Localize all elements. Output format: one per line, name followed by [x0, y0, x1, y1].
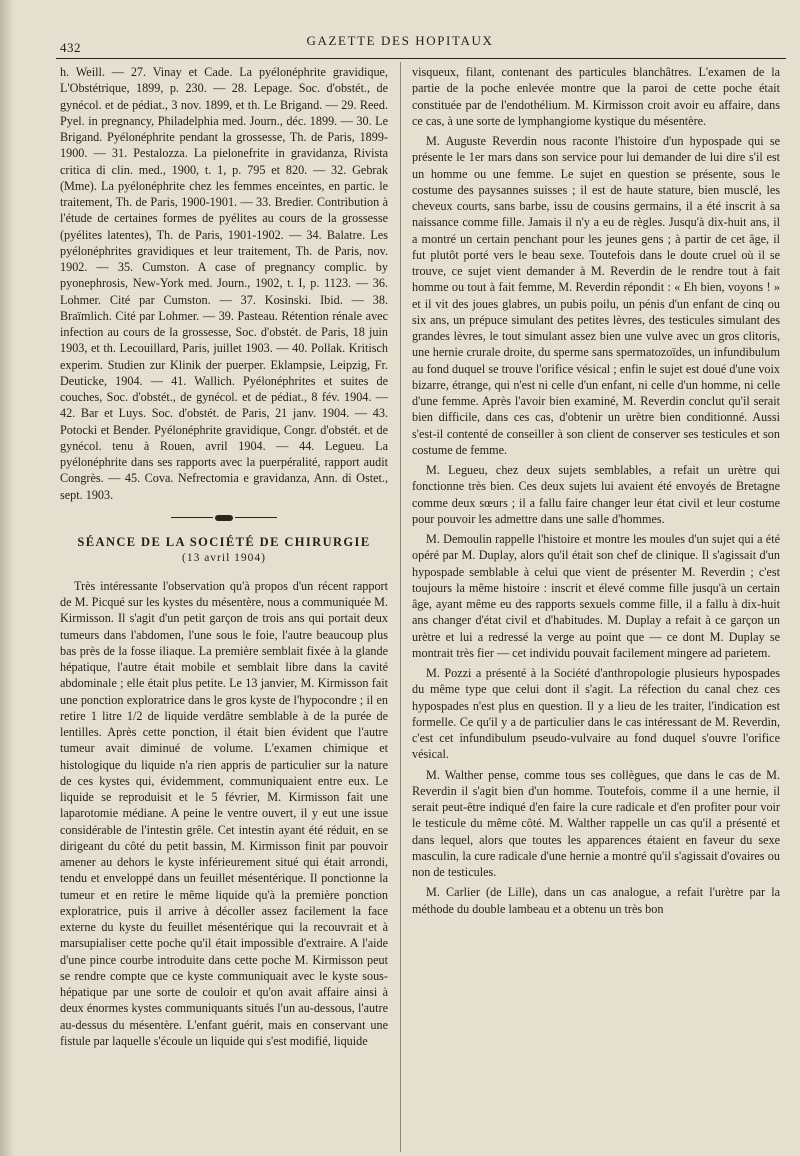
- body-paragraph: Très intéressante l'observation qu'à propos d'un récent rapport de M. Picqué sur les kystes du mésentère, nous a communiquée M. Kirmisson. Il s'agit d'un petit garçon de trois ans qui portait deux tumeurs dans l'abdomen, l'une sous le foie, l'autre beaucoup plus bas près de la fosse iliaque. La première semblait fixée à la glande hépatique, l'autre était mobile et semblait libre dans la cavité abdominale ; elle était plus petite. Le 13 janvier, M. Kirmisson fait une ponction exploratrice dans le gros kyste de l'hypocondre ; il en retire 1 litre 1/2 de liquide verdâtre semblable à de la purée de lentilles. Après cette ponction, il était bien évident que l'autre tumeur avait diminué de volume. L'examen chimique et histologique du liquide n'a rien appris de particulier sur la nature de ces kystes qui, évidemment, communiquaient entre eux. Le liquide se reproduisit et le 5 février, M. Kirmisson fait une laparotomie médiane. A peine le ventre ouvert, il y eut une issue considérable de l'intestin grêle. Cet intestin ayant été réduit, en se dirigeant du côté du petit bassin, M. Kirmisson finit par pouvoir amener au dehors le kyste inférieurement situé qui était arrondi, tendu et enveloppé dans un feuillet mésentérique. Il ponctionne la tumeur et en retire le même liquide qu'à la première ponction exploratrice, puis il arrive à décoller assez facilement la face externe du kyste du feuillet mésentérique qui la recouvrait et à marsupialiser cette poche qu'il était impossible d'extraire. A l'aide d'une pince courbe introduite dans cette poche M. Kirmisson peut se rendre compte que ce kyste communiquait avec le kyste sous-hépatique par une sorte de couloir et qu'on avait affaire ainsi à deux énormes kystes communiquants situés l'un au-dessous, l'autre au-dessus du mésentère. L'enfant guérit, mais en conservant une fistule par laquelle s'écoule un liquide qui s'est modifié, liquide: [60, 578, 388, 1048]
- section-title: SÉANCE DE LA SOCIÉTÉ DE CHIRURGIE: [77, 534, 371, 549]
- separator-line-left: [171, 517, 213, 518]
- left-column: [60, 64, 388, 1049]
- body-paragraph: M. Demoulin rappelle l'histoire et montre les moules d'un sujet qui a été opéré par M. Duplay, alors qu'il était son chef de clinique. Il s'agissait d'un hypospade semblable à celui que vient de présenter M. Reverdin ; c'est toujours la même histoire : inscrit et élevé comme fille jusqu'à un certain âge, ayant même eu des rapports sexuels comme fille, il a fallu à dix-huit ans changer d'état civil et d'habitudes. M. Duplay a refait à ce garçon un urètre et lui a redressé la verge au point que — ce dont M. Duplay se montrait très fier — cet individu pouvait facilement mingere ad parietem.: [412, 532, 780, 660]
- running-title: GAZETTE DES HOPITAUX: [306, 33, 494, 48]
- bibliography-references: h. Weill. — 27. Vinay et Cade. La pyélonéphrite gravidique, L'Obstétrique, 1899, p. 230. — 28. Lepage. Soc. d'obstét., de gynécol. et de pédiat., 3 nov. 1899, et th. Le Brigand. — 29. Reed. Pyel. in pregnancy, Philadelphia med. Journ., déc. 1899. — 30. Le Brigand. Pyélonéphrite pendant la grossesse, Th. de Paris, 1899-1900. — 31. Pestalozza. La pielonefrite in gravidanza, Rivista critica di clin. med., 1900, t. 1, p. 795 et 820. — 32. Gebrak (Mme). La pyélonéphrite chez les femmes enceintes, en partic. le traitement, Th. de Paris, 1900-1901. — 33. Bredier. Contribution à l'étude de certaines formes de pyélites au cours de la grossesse (pyélites latentes), Th. de Paris, 1901-1902. — 34. Balatre. Les pyélonéphrites gravidiques et leur traitement, Th. de Paris, nov. 1902. — 35. Cumston. A case of pregnancy complic. by pyonephrosis, New-York med. Journ., 1902, t. I, p. 1123. — 36. Lohmer. Cité par Cumston. — 37. Kosinski. Ibid. — 38. Braïmlich. Cité par Lohmer. — 39. Pasteau. Rétention rénale avec infection au cours de la grossesse, Soc. d'obstét. de Paris, 18 juin 1903, et th. Lecouillard, Paris, juillet 1903. — 40. Pollak. Kritisch experim. Studien zur Klinik der puerper. Eklampsie, Leipzig, Fr. Deuticke, 1904. — 41. Wallich. Pyélonéphrites et suites de couches, Soc. d'obstét., de gynécol. et de pédiat., 8 fév. 1904. — 42. Bar et Luys. Soc. d'obstét. de Paris, 21 janv. 1904. — 43. Potocki et Bender. Pyélonéphrite gravidique, Congr. d'obstét. et de gynécol. tenu à Rouen, avril 1904. — 44. Legueu. La pyélonéphrite dans ses rapports avec la puerpéralité, rapport audit Congrès. — 45. Cova. Nefrectomia e gravidanza, Ann. di Ostet., sept. 1903.: [60, 65, 388, 502]
- header-rule: [56, 58, 786, 59]
- right-column: [412, 64, 780, 921]
- column-divider: [400, 62, 401, 1152]
- section-date: (13 avril 1904): [182, 551, 266, 564]
- body-paragraph: M. Legueu, chez deux sujets semblables, a refait un urètre qui fonctionne très bien. Ces deux sujets lui avaient été envoyés de Bretagne comme deux sœurs ; il a fallu faire changer leur état civil et leur costume pour pouvoir les admettre dans une salle d'hommes.: [412, 463, 780, 526]
- body-paragraph: M. Pozzi a présenté à la Société d'anthropologie plusieurs hypospades du même type que celui dont il s'agit. La réfection du canal chez ces hypospades n'est plus en question. Il y a lieu de les traiter, l'indication est formelle. Ce qu'il y a de particulier dans le cas intéressant de M. Reverdin, c'est cet infundibulum pseudo-vulvaire au fond duquel s'ouvre l'orifice vésical.: [412, 666, 780, 762]
- body-paragraph: M. Auguste Reverdin nous raconte l'histoire d'un hypospade qui se présente le 1er mars dans son service pour lui demander de lui dire s'il est un homme ou une femme. Le sujet en question se présente, sous le costume des paysannes suisses ; il est de haute stature, bien musclé, les cheveux courts, sans barbe, issu de cousins germains, il a été inscrit à sa naissance comme fille. Jamais il n'y a eu de règles. Jusqu'à dix-huit ans, il a montré un certain penchant pour les jeunes gens ; à partir de cet âge, il fut plutôt porté vers le beau sexe. Toutefois dans le doute cruel où il se trouve, ce sujet vient demander à M. Reverdin de le rendre tout à fait homme ou tout à fait femme, M. Reverdin répondit : « Eh bien, voyons ! » et il vit des joues glabres, un pubis poilu, un pénis d'un enfant de cinq ou six ans, un prépuce simulant des petites lèvres, des testicules simulant des grandes lèvres, le tout simulant assez bien une vulve avec un gros clitoris, une hernie crurale droite, du sperme sans spermatozoïdes, un infundibulum au fond duquel se trouve l'orifice vésical ; enfin le sujet est doué d'une voix bizarre, étrange, qui n'est ni celle d'un enfant, ni celle d'un homme, ni celle d'une femme. Après l'avoir bien examiné, M. Reverdin conclut qu'il serait bien difficile, dans ces cas, d'obtenir un urètre bien conditionné. Aussi s'est-il contenté de conseiller à son client de conserver ses testicules et son costume de femme.: [412, 134, 780, 457]
- section-separator: [60, 513, 388, 523]
- separator-line-right: [235, 517, 277, 518]
- page-number: 432: [60, 40, 81, 55]
- body-paragraph: M. Carlier (de Lille), dans un cas analogue, a refait l'urètre par la méthode du double lambeau et a obtenu un très bon: [412, 885, 780, 916]
- body-paragraph: visqueux, filant, contenant des particules blanchâtres. L'examen de la partie de la poche enlevée montre que la paroi de cette poche était constituée par de l'endothélium. M. Kirmisson croit avoir eu affaire, dans ce cas, à une sorte de lymphangiome kystique du mésentère.: [412, 65, 780, 128]
- body-paragraph: M. Walther pense, comme tous ses collègues, que dans le cas de M. Reverdin il s'agit bien d'un homme. Toutefois, comme il a une hernie, il serait peut-être indiqué d'en faire la cure radicale et d'en profiter pour voir le testicule du même côté. M. Walther rappelle un cas qu'il a présenté et dans lequel, alors que toutes les apparences étaient en faveur du sexe masculin, la cure radicale d'une hernie a montré qu'il s'agissait d'ovaires ou non de testicules.: [412, 767, 780, 879]
- page-binding-edge: [0, 0, 14, 1156]
- page-header: [0, 0, 800, 60]
- separator-ornament: [215, 515, 233, 521]
